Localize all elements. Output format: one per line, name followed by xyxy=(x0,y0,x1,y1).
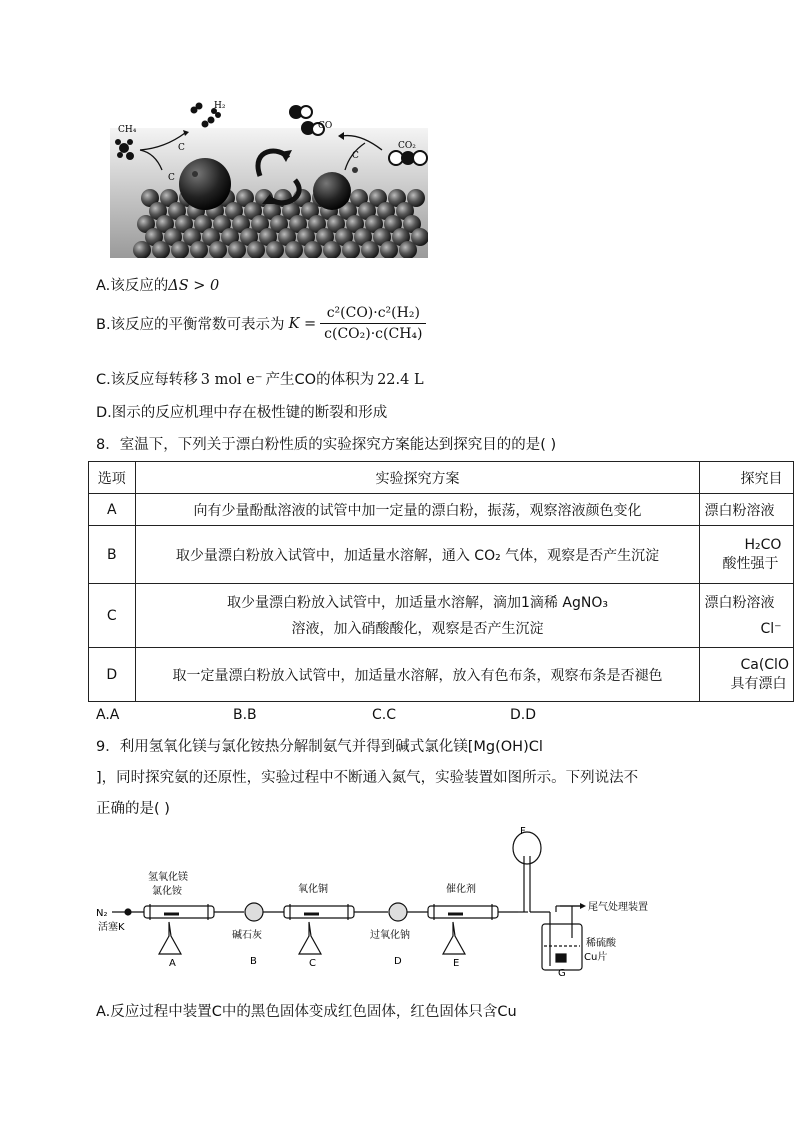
mechanism-figure xyxy=(110,98,428,258)
row-plan: 取少量漂白粉放入试管中，加适量水溶解，通入 CO₂ 气体，观察是否产生沉淀 xyxy=(135,526,700,584)
q7-option-c-electrons: 3 mol e⁻ xyxy=(200,372,263,388)
label-b: B xyxy=(250,956,257,967)
row-label: A xyxy=(89,494,136,526)
table-row xyxy=(89,526,794,584)
row-goal: Ca(ClO 具有漂白 xyxy=(700,648,794,702)
label-valve: 活塞K xyxy=(98,922,125,933)
row-label: B xyxy=(89,526,136,584)
label-h2: H₂ xyxy=(214,101,226,111)
q7-option-a-text: A.该反应的 xyxy=(96,278,169,294)
table-row xyxy=(89,494,794,526)
table-row xyxy=(89,584,794,648)
equilibrium-constant-symbol: K = xyxy=(288,315,317,332)
label-h2so4: 稀硫酸 xyxy=(586,938,616,949)
q7-option-a xyxy=(96,274,219,295)
row-plan: 向有少量酚酞溶液的试管中加一定量的漂白粉，振荡，观察溶液颜色变化 xyxy=(135,494,700,526)
q9-stem-line-3: 正确的是( ) xyxy=(96,801,170,817)
label-cu: Cu片 xyxy=(584,952,608,963)
q8-option-d: D.D xyxy=(510,707,537,723)
header-plan: 实验探究方案 xyxy=(135,462,700,494)
row-label: D xyxy=(89,648,136,702)
label-c-right: C xyxy=(352,151,359,161)
q7-option-a-expr: ΔS > 0 xyxy=(168,278,220,294)
q8-option-a: A.A xyxy=(96,707,120,723)
label-a: A xyxy=(169,958,176,969)
label-catalyst: 催化剂 xyxy=(446,884,476,895)
q7-option-c-volume: 22.4 L xyxy=(377,372,424,388)
label-mgoh: 氢氧化镁 xyxy=(148,872,188,883)
row-goal: H₂CO 酸性强于 xyxy=(700,526,794,584)
q8-table xyxy=(88,461,794,702)
q7-option-c xyxy=(96,368,424,389)
fraction-denominator: c(CO₂)·c(CH₄) xyxy=(324,326,423,342)
q8-option-b: B.B xyxy=(233,707,257,723)
q8-option-c: C.C xyxy=(372,707,397,723)
label-c: C xyxy=(309,958,316,969)
q7-option-d: D.图示的反应机理中存在极性键的断裂和形成 xyxy=(96,405,388,421)
label-tail: 尾气处理装置 xyxy=(588,902,648,913)
table-row xyxy=(89,648,794,702)
apparatus-diagram xyxy=(94,826,686,976)
q7-option-c-text-1: C.该反应每转移 xyxy=(96,372,198,388)
label-co: CO xyxy=(318,121,333,131)
label-nh4cl: 氯化铵 xyxy=(152,886,182,897)
equilibrium-constant-fraction xyxy=(320,305,426,342)
label-f: F xyxy=(520,826,526,837)
label-c-left: C xyxy=(178,143,185,153)
row-plan: 取一定量漂白粉放入试管中，加适量水溶解，放入有色布条，观察布条是否褪色 xyxy=(135,648,700,702)
label-ch4: CH₄ xyxy=(118,125,137,135)
label-lime: 碱石灰 xyxy=(232,930,262,941)
header-goal: 探究目 xyxy=(700,462,794,494)
q9-stem-line-2: ]，同时探究氨的还原性，实验过程中不断通入氮气，实验装置如图所示。下列说法不 xyxy=(96,770,639,786)
table-header-row xyxy=(89,462,794,494)
q9-stem-line-1: 9．利用氢氧化镁与氯化铵热分解制氨气并得到碱式氯化镁[Mg(OH)Cl xyxy=(96,739,543,755)
label-co2: CO₂ xyxy=(398,141,416,151)
label-d: D xyxy=(394,956,402,967)
fraction-numerator: c²(CO)·c²(H₂) xyxy=(320,305,426,324)
apparatus-figure xyxy=(94,826,686,976)
label-c-surface: C xyxy=(168,173,175,183)
header-option: 选项 xyxy=(89,462,136,494)
q7-option-c-text-2: 产生CO的体积为 xyxy=(265,372,375,388)
row-label: C xyxy=(89,584,136,648)
mechanism-illustration xyxy=(110,98,428,258)
q9-option-a: A.反应过程中装置C中的黑色固体变成红色固体，红色固体只含Cu xyxy=(96,1004,517,1020)
row-plan: 取少量漂白粉放入试管中，加适量水溶解，滴加1滴稀 AgNO₃ 溶液，加入硝酸酸化，观察是否产生沉淀 xyxy=(135,584,700,648)
label-cuo: 氧化铜 xyxy=(298,884,328,895)
q8-stem: 8．室温下，下列关于漂白粉性质的实验探究方案能达到探究目的的是( ) xyxy=(96,437,557,453)
row-goal: 漂白粉溶液 xyxy=(700,494,794,526)
label-e: E xyxy=(453,958,460,969)
label-g: G xyxy=(558,968,566,976)
label-n2: N₂ xyxy=(96,908,108,919)
q7-option-b xyxy=(96,305,426,342)
row-goal: 漂白粉溶液 Cl⁻ xyxy=(700,584,794,648)
q7-option-b-text: B.该反应的平衡常数可表示为 xyxy=(96,317,285,333)
label-na2o2: 过氧化钠 xyxy=(370,930,410,941)
